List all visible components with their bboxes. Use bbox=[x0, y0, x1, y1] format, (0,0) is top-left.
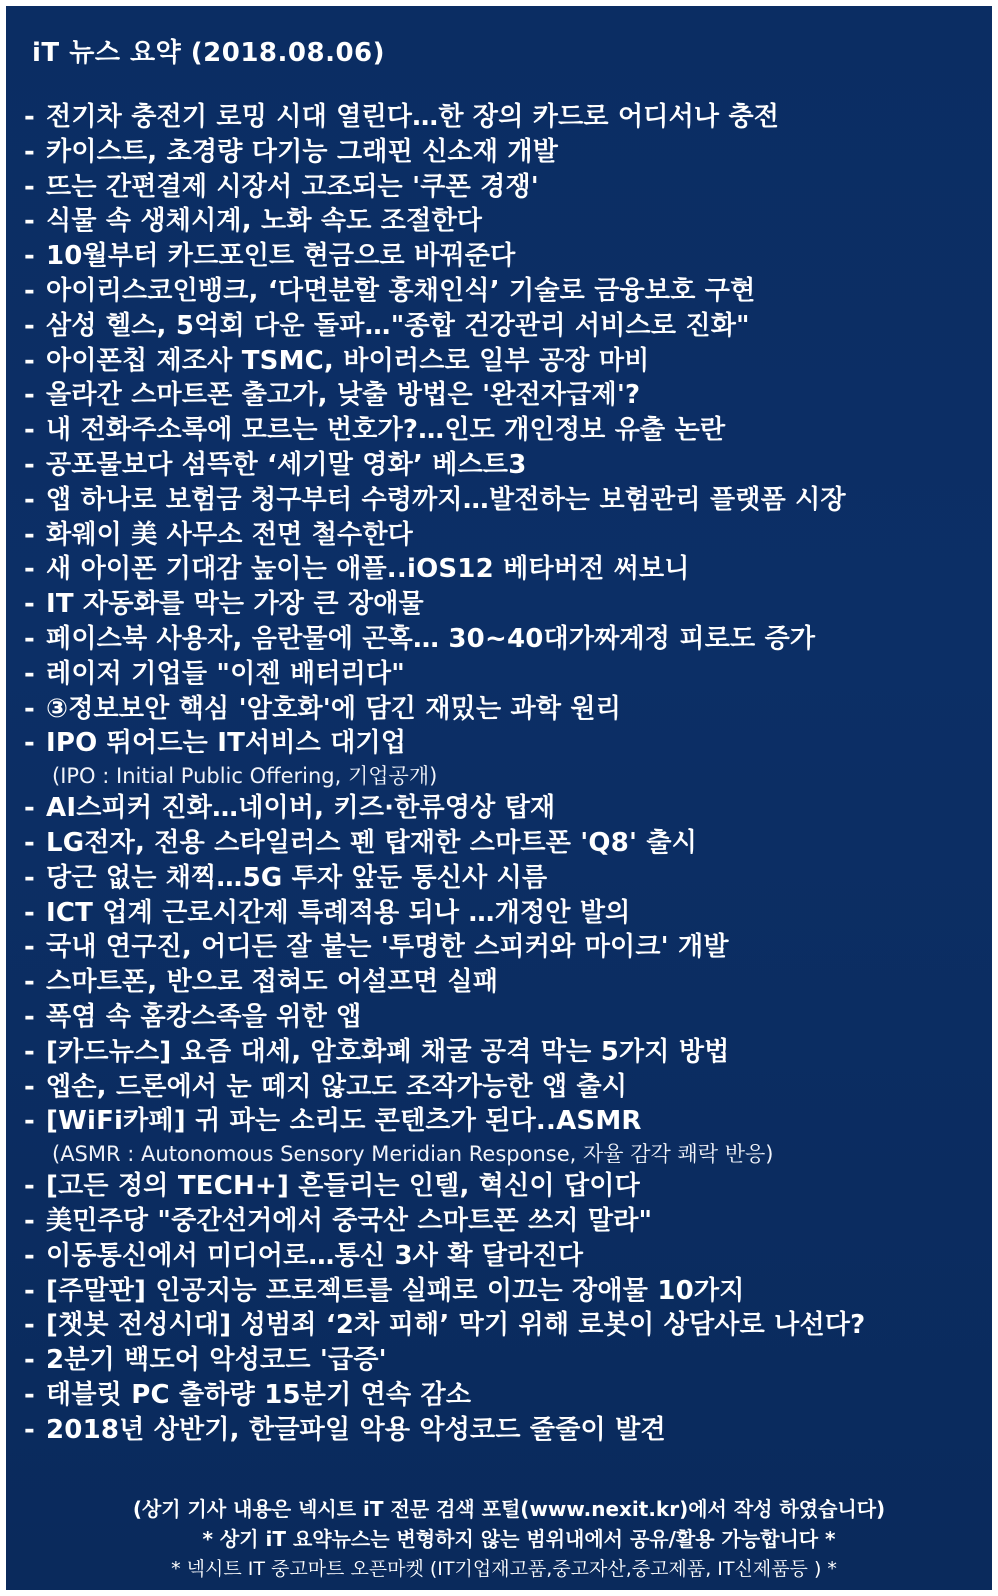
dash: - bbox=[24, 1414, 35, 1445]
news-headline: LG전자, 전용 스타일러스 펜 탑재한 스마트폰 'Q8' 출시 bbox=[46, 827, 698, 858]
news-headline: IT 자동화를 막는 가장 큰 장애물 bbox=[46, 589, 424, 620]
dash: - bbox=[24, 1106, 35, 1137]
footer-market-note: * 넥시트 IT 중고마트 오픈마켓 (IT기업재고품,중고자산,중고제품, IT신제품등 ) * bbox=[171, 1558, 837, 1580]
news-item bbox=[24, 483, 984, 518]
news-item bbox=[24, 204, 984, 239]
dash: - bbox=[24, 136, 35, 167]
news-headline: 美민주당 "중간선거에서 중국산 스마트폰 쓰지 말라" bbox=[46, 1205, 653, 1236]
dash: - bbox=[24, 554, 35, 585]
news-item bbox=[24, 378, 984, 413]
news-headline: 화웨이 美 사무소 전면 철수한다 bbox=[46, 519, 413, 550]
news-item bbox=[24, 1308, 984, 1343]
news-headline: 폭염 속 홈캉스족을 위한 앱 bbox=[46, 1001, 362, 1032]
news-item bbox=[24, 726, 984, 761]
news-headline: 국내 연구진, 어디든 잘 붙는 '투명한 스피커와 마이크' 개발 bbox=[46, 932, 729, 963]
news-item bbox=[24, 1239, 984, 1274]
news-item bbox=[24, 587, 984, 622]
news-headline: 엡손, 드론에서 눈 떼지 않고도 조작가능한 앱 출시 bbox=[46, 1071, 628, 1102]
news-item bbox=[24, 1104, 984, 1139]
news-headline: 앱 하나로 보험금 청구부터 수령까지…발전하는 보험관리 플랫폼 시장 bbox=[46, 484, 846, 515]
news-item bbox=[24, 861, 984, 896]
news-headline: [WiFi카페] 귀 파는 소리도 콘텐츠가 된다..ASMR bbox=[46, 1106, 642, 1137]
news-item bbox=[24, 1035, 984, 1070]
dash: - bbox=[24, 449, 35, 480]
dash: - bbox=[24, 932, 35, 963]
dash: - bbox=[24, 862, 35, 893]
news-headline: ICT 업계 근로시간제 특례적용 되나 …개정안 발의 bbox=[46, 897, 631, 928]
news-headline: 이동통신에서 미디어로…통신 3사 확 달라진다 bbox=[46, 1240, 584, 1271]
footer-source-note: (상기 기사 내용은 넥시트 iT 전문 검색 포털(www.nexit.kr)에서 작성 하였습니다) bbox=[132, 1497, 886, 1521]
news-headline: [카드뉴스] 요즘 대세, 암호화폐 채굴 공격 막는 5가지 방법 bbox=[46, 1036, 730, 1067]
dash: - bbox=[24, 484, 35, 515]
news-headline: 아이폰칩 제조사 TSMC, 바이러스로 일부 공장 마비 bbox=[46, 345, 650, 376]
news-headline: ③정보보안 핵심 '암호화'에 담긴 재밌는 과학 원리 bbox=[46, 693, 622, 724]
news-item bbox=[24, 100, 984, 135]
dash: - bbox=[24, 1240, 35, 1271]
dash: - bbox=[24, 1001, 35, 1032]
news-item bbox=[24, 448, 984, 483]
dash: - bbox=[24, 658, 35, 689]
news-item bbox=[24, 239, 984, 274]
news-headline: [주말판] 인공지능 프로젝트를 실패로 이끄는 장애물 10가지 bbox=[46, 1275, 745, 1306]
news-headline: IPO 뛰어드는 IT서비스 대기업 bbox=[46, 728, 407, 759]
dash: - bbox=[24, 171, 35, 202]
dash: - bbox=[24, 380, 35, 411]
news-headline: 태블릿 PC 출하량 15분기 연속 감소 bbox=[46, 1379, 472, 1410]
news-headline: 내 전화주소록에 모르는 번호가?…인도 개인정보 유출 논란 bbox=[46, 415, 726, 446]
news-headline: 식물 속 생체시계, 노화 속도 조절한다 bbox=[46, 206, 483, 237]
news-list bbox=[24, 100, 984, 1447]
dash: - bbox=[24, 1379, 35, 1410]
dash: - bbox=[24, 1310, 35, 1341]
dash: - bbox=[24, 589, 35, 620]
news-item bbox=[24, 1378, 984, 1413]
news-headline: 2분기 백도어 악성코드 '급증' bbox=[46, 1345, 387, 1376]
news-item bbox=[24, 965, 984, 1000]
news-headline: 10월부터 카드포인트 현금으로 바꿔준다 bbox=[46, 241, 516, 272]
dash: - bbox=[24, 1205, 35, 1236]
news-note: (ASMR : Autonomous Sensory Meridian Response, 자율 감각 쾌락 반응) bbox=[52, 1142, 774, 1167]
page-title: iT 뉴스 요약 (2018.08.06) bbox=[32, 38, 386, 68]
dash: - bbox=[24, 1345, 35, 1376]
news-item bbox=[24, 1070, 984, 1105]
news-headline: 당근 없는 채찍…5G 투자 앞둔 통신사 시름 bbox=[46, 862, 548, 893]
news-headline: 삼성 헬스, 5억회 다운 돌파…"종합 건강관리 서비스로 진화" bbox=[46, 310, 750, 341]
news-headline: AI스피커 진화…네이버, 키즈·한류영상 탑재 bbox=[46, 793, 556, 824]
dash: - bbox=[24, 967, 35, 998]
dash: - bbox=[24, 519, 35, 550]
dash: - bbox=[24, 728, 35, 759]
news-item bbox=[24, 274, 984, 309]
news-item bbox=[24, 1000, 984, 1035]
news-headline: 2018년 상반기, 한글파일 악용 악성코드 줄줄이 발견 bbox=[46, 1414, 666, 1445]
footer-usage-note: * 상기 iT 요약뉴스는 변형하지 않는 범위내에서 공유/활용 가능합니다 * bbox=[202, 1527, 836, 1551]
news-item bbox=[24, 552, 984, 587]
news-item bbox=[24, 826, 984, 861]
news-headline: [고든 정의 TECH+] 흔들리는 인텔, 혁신이 답이다 bbox=[46, 1171, 640, 1202]
news-headline: 카이스트, 초경량 다기능 그래핀 신소재 개발 bbox=[46, 136, 559, 167]
dash: - bbox=[24, 345, 35, 376]
dash: - bbox=[24, 693, 35, 724]
dash: - bbox=[24, 310, 35, 341]
dash: - bbox=[24, 793, 35, 824]
news-headline: 공포물보다 섬뜩한 ‘세기말 영화’ 베스트3 bbox=[46, 449, 527, 480]
news-headline: [챗봇 전성시대] 성범죄 ‘2차 피해’ 막기 위해 로봇이 상담사로 나선다? bbox=[46, 1310, 866, 1341]
news-item bbox=[24, 1274, 984, 1309]
dash: - bbox=[24, 897, 35, 928]
news-item bbox=[24, 413, 984, 448]
news-summary-panel bbox=[6, 6, 992, 1590]
news-headline: 전기차 충전기 로밍 시대 열린다…한 장의 카드로 어디서나 충전 bbox=[46, 102, 780, 132]
news-headline: 새 아이폰 기대감 높이는 애플..iOS12 베타버전 써보니 bbox=[46, 554, 690, 585]
news-item bbox=[24, 518, 984, 553]
news-item bbox=[24, 692, 984, 727]
footer bbox=[6, 1494, 992, 1584]
news-item bbox=[24, 896, 984, 931]
news-item bbox=[24, 1169, 984, 1204]
news-item bbox=[24, 1343, 984, 1378]
news-headline: 페이스북 사용자, 음란물에 곤혹… 30~40대가짜계정 피로도 증가 bbox=[46, 623, 816, 654]
dash: - bbox=[24, 1071, 35, 1102]
dash: - bbox=[24, 102, 35, 132]
news-item bbox=[24, 309, 984, 344]
news-item bbox=[24, 930, 984, 965]
dash: - bbox=[24, 1036, 35, 1067]
news-item bbox=[24, 344, 984, 379]
news-headline: 스마트폰, 반으로 접혀도 어설프면 실패 bbox=[46, 967, 499, 998]
news-note: (IPO : Initial Public Offering, 기업공개) bbox=[52, 764, 438, 789]
dash: - bbox=[24, 241, 35, 272]
news-item bbox=[24, 1413, 984, 1448]
dash: - bbox=[24, 827, 35, 858]
news-headline: 뜨는 간편결제 시장서 고조되는 '쿠폰 경쟁' bbox=[46, 171, 539, 202]
news-item bbox=[24, 135, 984, 170]
dash: - bbox=[24, 1275, 35, 1306]
news-headline: 레이저 기업들 "이젠 배터리다" bbox=[46, 658, 406, 689]
news-item bbox=[24, 791, 984, 826]
dash: - bbox=[24, 623, 35, 654]
news-headline: 올라간 스마트폰 출고가, 낮출 방법은 '완전자급제'? bbox=[46, 380, 641, 411]
news-headline: 아이리스코인뱅크, ‘다면분할 홍채인식’ 기술로 금융보호 구현 bbox=[46, 275, 756, 306]
dash: - bbox=[24, 1171, 35, 1202]
dash: - bbox=[24, 415, 35, 446]
news-item bbox=[24, 657, 984, 692]
news-item bbox=[24, 170, 984, 205]
news-item bbox=[24, 1204, 984, 1239]
dash: - bbox=[24, 275, 35, 306]
dash: - bbox=[24, 206, 35, 237]
news-item bbox=[24, 622, 984, 657]
